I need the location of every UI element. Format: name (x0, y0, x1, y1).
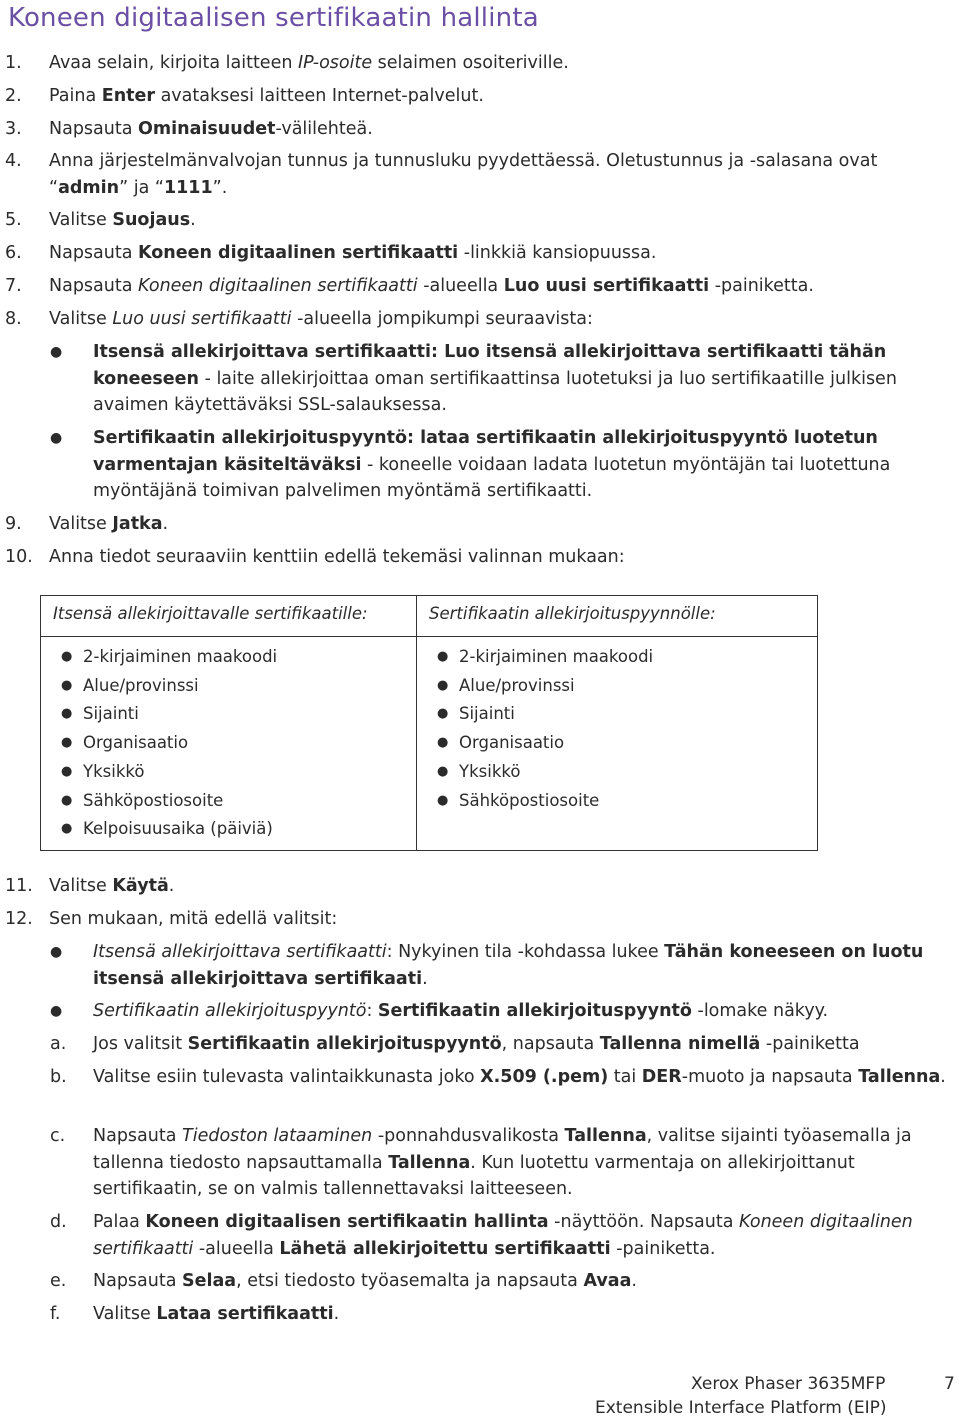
field-label: Yksikkö (459, 761, 521, 781)
field-list-item (431, 758, 653, 787)
step-number: 12. (5, 909, 33, 929)
field-list-item (55, 787, 277, 816)
bullet-icon: ● (50, 344, 63, 360)
field-list-item (55, 643, 277, 672)
field-label: Sijainti (459, 704, 515, 724)
step-number: 1. (5, 53, 22, 73)
page-number: 7 (944, 1374, 955, 1394)
bullet-icon: ● (50, 944, 63, 960)
step-number: 11. (5, 876, 33, 896)
field-label: Sähköpostiosoite (459, 790, 600, 810)
bullet-icon: ● (437, 735, 449, 751)
step-number: 7. (5, 276, 22, 296)
bullet-text: Itsensä allekirjoittava sertifikaatti: Luo itsensä allekirjoittava sertifikaatti tähän koneeseen - laite allekirjoittaa oman sertifikaattinsa luotetuksi ja luo sertifikaatille julkisen avaimen käytettäväksi SSL-salauksessa. (93, 342, 897, 415)
field-list-item (431, 672, 653, 701)
bullet-icon: ● (61, 792, 73, 808)
right-field-list (431, 643, 653, 815)
step-text: Valitse Käytä. (49, 876, 175, 896)
field-list-item (55, 672, 277, 701)
bullet-text: Sertifikaatin allekirjoituspyyntö: lataa sertifikaatin allekirjoituspyyntö luotetun varmentajan käsiteltäväksi - koneelle voidaan ladata luotetun myöntäjän tai luotettuna myöntäjänä toimivan palvelimen myöntämä sertifikaatti. (93, 428, 891, 501)
step-text: Anna tiedot seuraaviin kenttiin edellä tekemäsi valinnan mukaan: (49, 547, 625, 567)
step-number: 8. (5, 309, 22, 329)
step-text: Anna järjestelmänvalvojan tunnus ja tunnusluku pyydettäessä. Oletustunnus ja -salasana ovat “admin” ja “1111”. (49, 151, 878, 198)
step-text: Valitse Jatka. (49, 514, 169, 534)
table-header-left: Itsensä allekirjoittavalle sertifikaatille: (53, 604, 368, 623)
bullet-icon: ● (61, 763, 73, 779)
bullet-text: Sertifikaatin allekirjoituspyyntö: Sertifikaatin allekirjoituspyyntö -lomake näkyy. (93, 1001, 829, 1021)
step-text: Napsauta Koneen digitaalinen sertifikaatti -alueella Luo uusi sertifikaatti -painiketta. (49, 276, 814, 296)
field-label: Sijainti (83, 704, 139, 724)
field-list-item (431, 643, 653, 672)
step-number: 6. (5, 243, 22, 263)
field-label: 2-kirjaiminen maakoodi (83, 647, 278, 666)
bullet-icon: ● (437, 649, 449, 664)
step-number: 5. (5, 210, 22, 230)
step-number: 2. (5, 86, 22, 106)
step-number: 3. (5, 119, 22, 139)
step-text: Valitse Suojaus. (49, 210, 196, 230)
bullet-icon: ● (50, 430, 63, 446)
bullet-icon: ● (50, 1003, 63, 1019)
field-label: Yksikkö (83, 761, 145, 781)
step-text: Napsauta Tiedoston lataaminen -ponnahdusvalikosta Tallenna, valitse sijainti työasemalla ja tallenna tiedosto napsauttamalla Tallenna. Kun luotettu varmentaja on allekirjoittanut sertifikaatin, se on valmis tallennettavaksi laitteeseen. (93, 1126, 912, 1199)
field-label: Alue/provinssi (459, 675, 575, 695)
step-text: Valitse Luo uusi sertifikaatti -alueella jompikumpi seuraavista: (49, 309, 593, 329)
footer-product: Xerox Phaser 3635MFP (691, 1374, 886, 1394)
field-list-item (55, 758, 277, 787)
step-text: Jos valitsit Sertifikaatin allekirjoituspyyntö, napsauta Tallenna nimellä -painiketta (93, 1034, 860, 1054)
footer-platform: Extensible Interface Platform (EIP) (595, 1398, 887, 1418)
field-label: Kelpoisuusaika (päiviä) (83, 819, 273, 839)
field-label: Sähköpostiosoite (83, 790, 224, 810)
table-divider (416, 596, 417, 850)
field-list-item (431, 787, 653, 816)
bullet-icon: ● (437, 792, 449, 808)
step-number: 10. (5, 547, 33, 567)
step-number: e. (50, 1271, 67, 1291)
step-text: Paina Enter avataksesi laitteen Internet-palvelut. (49, 86, 484, 106)
field-list-item (431, 700, 653, 729)
bullet-text: Itsensä allekirjoittava sertifikaatti: Nykyinen tila -kohdassa lukee Tähän koneeseen on luotu itsensä allekirjoittava sertifikaati. (93, 942, 924, 989)
field-label: 2-kirjaiminen maakoodi (459, 647, 654, 666)
step-text: Palaa Koneen digitaalisen sertifikaatin hallinta -näyttöön. Napsauta Koneen digitaalinen sertifikaatti -alueella Lähetä allekirjoitettu sertifikaatti -painiketta. (93, 1212, 913, 1259)
bullet-icon: ● (437, 677, 449, 693)
bullet-icon: ● (61, 677, 73, 693)
step-number: f. (50, 1304, 61, 1324)
page-title: Koneen digitaalisen sertifikaatin hallinta (8, 3, 539, 33)
left-field-list (55, 643, 277, 844)
field-list-item (55, 815, 277, 844)
step-text: Avaa selain, kirjoita laitteen IP-osoite selaimen osoiteriville. (49, 53, 569, 73)
bullet-icon: ● (61, 735, 73, 751)
step-text: Valitse esiin tulevasta valintaikkunasta joko X.509 (.pem) tai DER-muoto ja napsauta Tallenna. (93, 1067, 946, 1087)
bullet-icon: ● (437, 763, 449, 779)
field-label: Organisaatio (83, 733, 189, 753)
field-list-item (55, 729, 277, 758)
field-list-item (431, 729, 653, 758)
step-number: 9. (5, 514, 22, 534)
field-list-item (55, 700, 277, 729)
bullet-icon: ● (61, 821, 73, 837)
step-number: d. (50, 1212, 67, 1232)
field-label: Alue/provinssi (83, 675, 199, 695)
step-number: c. (50, 1126, 66, 1146)
table-header-right: Sertifikaatin allekirjoituspyynnölle: (429, 604, 716, 623)
bullet-icon: ● (61, 649, 73, 664)
step-text: Valitse Lataa sertifikaatti. (93, 1304, 340, 1324)
bullet-icon: ● (437, 706, 449, 722)
step-number: b. (50, 1067, 67, 1087)
bullet-icon: ● (61, 706, 73, 722)
fields-table (40, 595, 818, 851)
field-label: Organisaatio (459, 733, 565, 753)
table-divider (41, 636, 817, 637)
step-text: Napsauta Ominaisuudet-välilehteä. (49, 119, 373, 139)
step-text: Napsauta Selaa, etsi tiedosto työasemalta ja napsauta Avaa. (93, 1271, 637, 1291)
step-text: Napsauta Koneen digitaalinen sertifikaatti -linkkiä kansiopuussa. (49, 243, 657, 263)
step-text: Sen mukaan, mitä edellä valitsit: (49, 909, 338, 929)
step-number: a. (50, 1034, 67, 1054)
step-number: 4. (5, 151, 22, 171)
